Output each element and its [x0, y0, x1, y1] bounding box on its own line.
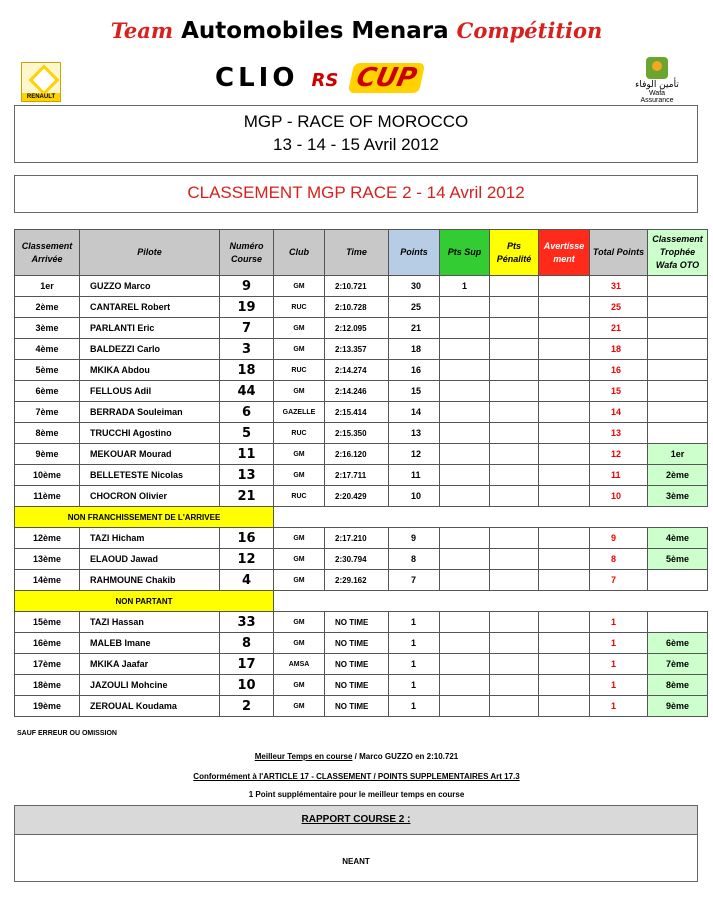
cell-time: 2:15.414 — [325, 402, 389, 423]
cell-pilote: GUZZO Marco — [80, 276, 220, 297]
cell-time: 2:15.350 — [325, 423, 389, 444]
cell-trophee: 1er — [648, 444, 708, 465]
cell-pts-sup: 1 — [440, 276, 490, 297]
cell-pts-sup — [440, 339, 490, 360]
cell-time: 2:10.721 — [325, 276, 389, 297]
cell-pts-penalite — [490, 318, 539, 339]
cell-points: 1 — [389, 633, 440, 654]
cell-pts-sup — [440, 696, 490, 717]
cell-avertissement — [539, 339, 590, 360]
cell-avertissement — [539, 465, 590, 486]
cell-trophee — [648, 276, 708, 297]
cell-time: 2:10.728 — [325, 297, 389, 318]
renault-label: RENAULT — [22, 93, 60, 101]
cell-pts-sup — [440, 612, 490, 633]
cell-position: 4ème — [15, 339, 80, 360]
cell-points: 1 — [389, 654, 440, 675]
cell-total: 11 — [590, 465, 648, 486]
cell-pts-penalite — [490, 696, 539, 717]
wafa-assurance-logo — [632, 57, 682, 104]
title-prefix: Team — [110, 18, 174, 43]
cell-numero: 8 — [220, 633, 274, 654]
cell-points: 14 — [389, 402, 440, 423]
cell-numero: 13 — [220, 465, 274, 486]
cell-pts-penalite — [490, 297, 539, 318]
cell-trophee: 2ème — [648, 465, 708, 486]
cell-total: 25 — [590, 297, 648, 318]
table-row — [15, 612, 708, 633]
cell-position: 1er — [15, 276, 80, 297]
cell-numero: 33 — [220, 612, 274, 633]
cell-numero: 4 — [220, 570, 274, 591]
wafa-icon — [646, 57, 668, 79]
cell-pilote: ELAOUD Jawad — [80, 549, 220, 570]
cell-points: 10 — [389, 486, 440, 507]
cell-total: 9 — [590, 528, 648, 549]
cell-avertissement — [539, 549, 590, 570]
cell-pts-sup — [440, 381, 490, 402]
cell-position: 3ème — [15, 318, 80, 339]
cell-time: NO TIME — [325, 696, 389, 717]
cell-pts-sup — [440, 423, 490, 444]
cell-numero: 12 — [220, 549, 274, 570]
table-row — [15, 360, 708, 381]
table-row — [15, 633, 708, 654]
cell-club: GM — [274, 570, 325, 591]
renault-diamond-icon — [28, 64, 59, 95]
classement-title: CLASSEMENT MGP RACE 2 - 14 Avril 2012 — [14, 175, 698, 213]
cell-pilote: MALEB Imane — [80, 633, 220, 654]
cell-avertissement — [539, 570, 590, 591]
cell-time: 2:20.429 — [325, 486, 389, 507]
wafa-label: Wafa Assurance — [640, 90, 674, 104]
cell-avertissement — [539, 318, 590, 339]
cell-position: 6ème — [15, 381, 80, 402]
cell-pilote: BERRADA Souleiman — [80, 402, 220, 423]
cell-total: 21 — [590, 318, 648, 339]
rows-classified — [15, 276, 708, 507]
cell-time: 2:12.095 — [325, 318, 389, 339]
cell-pts-sup — [440, 549, 490, 570]
cell-pts-penalite — [490, 654, 539, 675]
cell-time: NO TIME — [325, 675, 389, 696]
cell-time: 2:16.120 — [325, 444, 389, 465]
header-pts-penalite: Pts Pénalité — [490, 230, 539, 276]
table-row — [15, 276, 708, 297]
cell-position: 12ème — [15, 528, 80, 549]
cell-pts-penalite — [490, 423, 539, 444]
cell-pts-penalite — [490, 465, 539, 486]
cell-trophee — [648, 381, 708, 402]
table-row — [15, 696, 708, 717]
cell-position: 11ème — [15, 486, 80, 507]
wafa-arabic: تأمين الوفاء — [635, 80, 679, 90]
sauf-erreur-note: SAUF ERREUR OU OMISSION — [17, 730, 117, 737]
cell-points: 1 — [389, 696, 440, 717]
cell-pilote: MEKOUAR Mourad — [80, 444, 220, 465]
cell-pts-penalite — [490, 402, 539, 423]
cell-pts-penalite — [490, 570, 539, 591]
event-box — [14, 105, 698, 163]
cell-club: GM — [274, 612, 325, 633]
cell-pts-sup — [440, 570, 490, 591]
table-row — [15, 486, 708, 507]
cell-pts-sup — [440, 360, 490, 381]
table-header-row — [15, 230, 708, 276]
cell-numero: 9 — [220, 276, 274, 297]
rapport-course-box — [14, 805, 698, 882]
cell-total: 16 — [590, 360, 648, 381]
cell-trophee — [648, 570, 708, 591]
cell-points: 16 — [389, 360, 440, 381]
cell-club: GM — [274, 528, 325, 549]
cell-points: 18 — [389, 339, 440, 360]
cell-avertissement — [539, 381, 590, 402]
cell-points: 8 — [389, 549, 440, 570]
cell-club: RUC — [274, 297, 325, 318]
rapport-body: NEANT — [342, 857, 370, 866]
section-label: NON FRANCHISSEMENT DE L'ARRIVEE — [15, 507, 274, 528]
cell-points: 12 — [389, 444, 440, 465]
cell-trophee — [648, 297, 708, 318]
cell-time: 2:13.357 — [325, 339, 389, 360]
cell-points: 7 — [389, 570, 440, 591]
cell-points: 21 — [389, 318, 440, 339]
rows-non-franchissement — [15, 528, 708, 591]
cell-pilote: CANTAREL Robert — [80, 297, 220, 318]
table-row — [15, 444, 708, 465]
cell-avertissement — [539, 675, 590, 696]
page-title — [0, 18, 713, 44]
cell-pts-sup — [440, 675, 490, 696]
cell-trophee — [648, 402, 708, 423]
cell-trophee: 9ème — [648, 696, 708, 717]
cell-trophee — [648, 339, 708, 360]
cup-label: CUP — [348, 63, 426, 93]
cell-position: 18ème — [15, 675, 80, 696]
rapport-header — [15, 806, 697, 835]
cell-total: 14 — [590, 402, 648, 423]
cell-pts-penalite — [490, 486, 539, 507]
cell-numero: 19 — [220, 297, 274, 318]
cell-position: 10ème — [15, 465, 80, 486]
cell-points: 1 — [389, 612, 440, 633]
cell-pts-penalite — [490, 444, 539, 465]
section-row — [15, 507, 708, 528]
meilleur-temps-label: Meilleur Temps en course — [254, 752, 353, 761]
cell-club: GM — [274, 465, 325, 486]
cell-total: 1 — [590, 654, 648, 675]
cell-pilote: MKIKA Jaafar — [80, 654, 220, 675]
cell-club: GM — [274, 549, 325, 570]
cell-pilote: TAZI Hicham — [80, 528, 220, 549]
cell-avertissement — [539, 423, 590, 444]
cell-total: 7 — [590, 570, 648, 591]
section-spacer — [274, 507, 708, 528]
cell-numero: 3 — [220, 339, 274, 360]
cell-numero: 18 — [220, 360, 274, 381]
cell-total: 8 — [590, 549, 648, 570]
meilleur-temps-value: / Marco GUZZO en 2:10.721 — [352, 752, 459, 761]
cell-pts-penalite — [490, 633, 539, 654]
cell-avertissement — [539, 696, 590, 717]
section-row — [15, 591, 708, 612]
cell-avertissement — [539, 360, 590, 381]
cell-points: 1 — [389, 675, 440, 696]
cell-position: 15ème — [15, 612, 80, 633]
conformement-article: Conformément à l'ARTICLE 17 - CLASSEMENT / POINTS SUPPLEMENTAIRES Art 17.3 — [193, 772, 520, 781]
cell-total: 1 — [590, 633, 648, 654]
cell-total: 13 — [590, 423, 648, 444]
cell-club: GM — [274, 696, 325, 717]
cell-pts-penalite — [490, 549, 539, 570]
cell-trophee: 5ème — [648, 549, 708, 570]
cell-avertissement — [539, 633, 590, 654]
cell-total: 10 — [590, 486, 648, 507]
cell-numero: 10 — [220, 675, 274, 696]
cell-pts-penalite — [490, 360, 539, 381]
header-pts-sup: Pts Sup — [440, 230, 490, 276]
cell-club: GM — [274, 444, 325, 465]
cell-pilote: JAZOULI Mohcine — [80, 675, 220, 696]
cell-position: 9ème — [15, 444, 80, 465]
cell-pilote: TRUCCHI Agostino — [80, 423, 220, 444]
header-numero: Numéro Course — [220, 230, 274, 276]
cell-trophee: 7ème — [648, 654, 708, 675]
cell-pts-sup — [440, 486, 490, 507]
cell-total: 1 — [590, 696, 648, 717]
cell-trophee: 8ème — [648, 675, 708, 696]
cell-total: 31 — [590, 276, 648, 297]
table-row — [15, 465, 708, 486]
cell-pts-penalite — [490, 612, 539, 633]
table-row — [15, 318, 708, 339]
cell-time: NO TIME — [325, 612, 389, 633]
table-row — [15, 528, 708, 549]
cell-club: RUC — [274, 423, 325, 444]
table-row — [15, 381, 708, 402]
cell-position: 2ème — [15, 297, 80, 318]
table-row — [15, 675, 708, 696]
cell-avertissement — [539, 276, 590, 297]
cell-pts-penalite — [490, 675, 539, 696]
clio-label: CLIO — [215, 63, 299, 93]
table-row — [15, 297, 708, 318]
table-row — [15, 570, 708, 591]
cell-pilote: BALDEZZI Carlo — [80, 339, 220, 360]
cell-position: 13ème — [15, 549, 80, 570]
cell-trophee: 6ème — [648, 633, 708, 654]
cell-points: 13 — [389, 423, 440, 444]
cell-avertissement — [539, 297, 590, 318]
cell-pts-sup — [440, 633, 490, 654]
cell-numero: 5 — [220, 423, 274, 444]
cell-club: GM — [274, 318, 325, 339]
cell-club: AMSA — [274, 654, 325, 675]
cell-avertissement — [539, 444, 590, 465]
section-label: NON PARTANT — [15, 591, 274, 612]
cell-numero: 21 — [220, 486, 274, 507]
cell-time: 2:17.711 — [325, 465, 389, 486]
cell-numero: 11 — [220, 444, 274, 465]
cell-pts-sup — [440, 297, 490, 318]
table-row — [15, 402, 708, 423]
cell-total: 1 — [590, 612, 648, 633]
cell-position: 17ème — [15, 654, 80, 675]
results-table — [14, 229, 708, 717]
header-trophee: Classement Trophée Wafa OTO — [648, 230, 708, 276]
cell-pilote: TAZI Hassan — [80, 612, 220, 633]
cell-pts-sup — [440, 318, 490, 339]
cell-pts-sup — [440, 654, 490, 675]
cell-position: 7ème — [15, 402, 80, 423]
cell-club: GAZELLE — [274, 402, 325, 423]
cell-trophee — [648, 612, 708, 633]
cell-club: GM — [274, 381, 325, 402]
cell-numero: 44 — [220, 381, 274, 402]
cell-points: 15 — [389, 381, 440, 402]
point-supplementaire: 1 Point supplémentaire pour le meilleur temps en course — [248, 790, 465, 799]
cell-total: 18 — [590, 339, 648, 360]
cell-numero: 7 — [220, 318, 274, 339]
cell-avertissement — [539, 528, 590, 549]
cell-numero: 17 — [220, 654, 274, 675]
header-avertissement: Avertisse ment — [539, 230, 590, 276]
cell-club: GM — [274, 633, 325, 654]
cell-pilote: MKIKA Abdou — [80, 360, 220, 381]
event-name: MGP - RACE OF MOROCCO — [243, 112, 469, 131]
cell-pts-penalite — [490, 528, 539, 549]
cell-time: 2:14.246 — [325, 381, 389, 402]
cell-trophee — [648, 423, 708, 444]
header-total: Total Points — [590, 230, 648, 276]
title-suffix: Compétition — [456, 18, 603, 43]
cell-pts-sup — [440, 465, 490, 486]
cell-club: GM — [274, 339, 325, 360]
section-non-partant — [15, 591, 708, 612]
renault-logo — [21, 62, 61, 102]
cell-avertissement — [539, 486, 590, 507]
cell-time: NO TIME — [325, 633, 389, 654]
cell-position: 19ème — [15, 696, 80, 717]
cell-time: 2:29.162 — [325, 570, 389, 591]
section-non-franchissement — [15, 507, 708, 528]
cell-time: 2:30.794 — [325, 549, 389, 570]
table-row — [15, 549, 708, 570]
cell-points: 25 — [389, 297, 440, 318]
cell-time: 2:14.274 — [325, 360, 389, 381]
cell-points: 30 — [389, 276, 440, 297]
header-club: Club — [274, 230, 325, 276]
cell-club: RUC — [274, 486, 325, 507]
cell-avertissement — [539, 654, 590, 675]
cell-position: 16ème — [15, 633, 80, 654]
cell-time: NO TIME — [325, 654, 389, 675]
table-row — [15, 423, 708, 444]
cell-trophee — [648, 360, 708, 381]
cell-avertissement — [539, 612, 590, 633]
cell-pts-penalite — [490, 381, 539, 402]
section-spacer — [274, 591, 708, 612]
header-arrivee: Classement Arrivée — [15, 230, 80, 276]
cell-pilote: FELLOUS Adil — [80, 381, 220, 402]
header-time: Time — [325, 230, 389, 276]
cell-total: 15 — [590, 381, 648, 402]
cell-pilote: ZEROUAL Koudama — [80, 696, 220, 717]
cell-trophee: 4ème — [648, 528, 708, 549]
cell-club: RUC — [274, 360, 325, 381]
cell-club: GM — [274, 675, 325, 696]
cell-pts-penalite — [490, 276, 539, 297]
cell-total: 12 — [590, 444, 648, 465]
clio-cup-logo — [215, 63, 423, 93]
cell-pilote: BELLETESTE Nicolas — [80, 465, 220, 486]
cell-trophee — [648, 318, 708, 339]
rs-label: RS — [311, 70, 339, 91]
event-dates: 13 - 14 - 15 Avril 2012 — [272, 135, 439, 154]
rapport-title: RAPPORT COURSE 2 : — [301, 814, 411, 825]
rows-non-partant — [15, 612, 708, 717]
header-points: Points — [389, 230, 440, 276]
cell-pilote: PARLANTI Eric — [80, 318, 220, 339]
cell-pts-sup — [440, 528, 490, 549]
cell-pts-penalite — [490, 339, 539, 360]
cell-position: 8ème — [15, 423, 80, 444]
cell-total: 1 — [590, 675, 648, 696]
cell-pilote: RAHMOUNE Chakib — [80, 570, 220, 591]
cell-points: 11 — [389, 465, 440, 486]
cell-club: GM — [274, 276, 325, 297]
table-row — [15, 339, 708, 360]
cell-pts-sup — [440, 402, 490, 423]
header-pilote: Pilote — [80, 230, 220, 276]
cell-avertissement — [539, 402, 590, 423]
cell-numero: 16 — [220, 528, 274, 549]
table-row — [15, 654, 708, 675]
cell-trophee: 3ème — [648, 486, 708, 507]
cell-position: 14ème — [15, 570, 80, 591]
cell-numero: 6 — [220, 402, 274, 423]
cell-pts-sup — [440, 444, 490, 465]
cell-points: 9 — [389, 528, 440, 549]
cell-position: 5ème — [15, 360, 80, 381]
meilleur-temps — [0, 752, 713, 761]
title-main: Automobiles Menara — [181, 18, 449, 44]
cell-numero: 2 — [220, 696, 274, 717]
cell-time: 2:17.210 — [325, 528, 389, 549]
cell-pilote: CHOCRON Olivier — [80, 486, 220, 507]
